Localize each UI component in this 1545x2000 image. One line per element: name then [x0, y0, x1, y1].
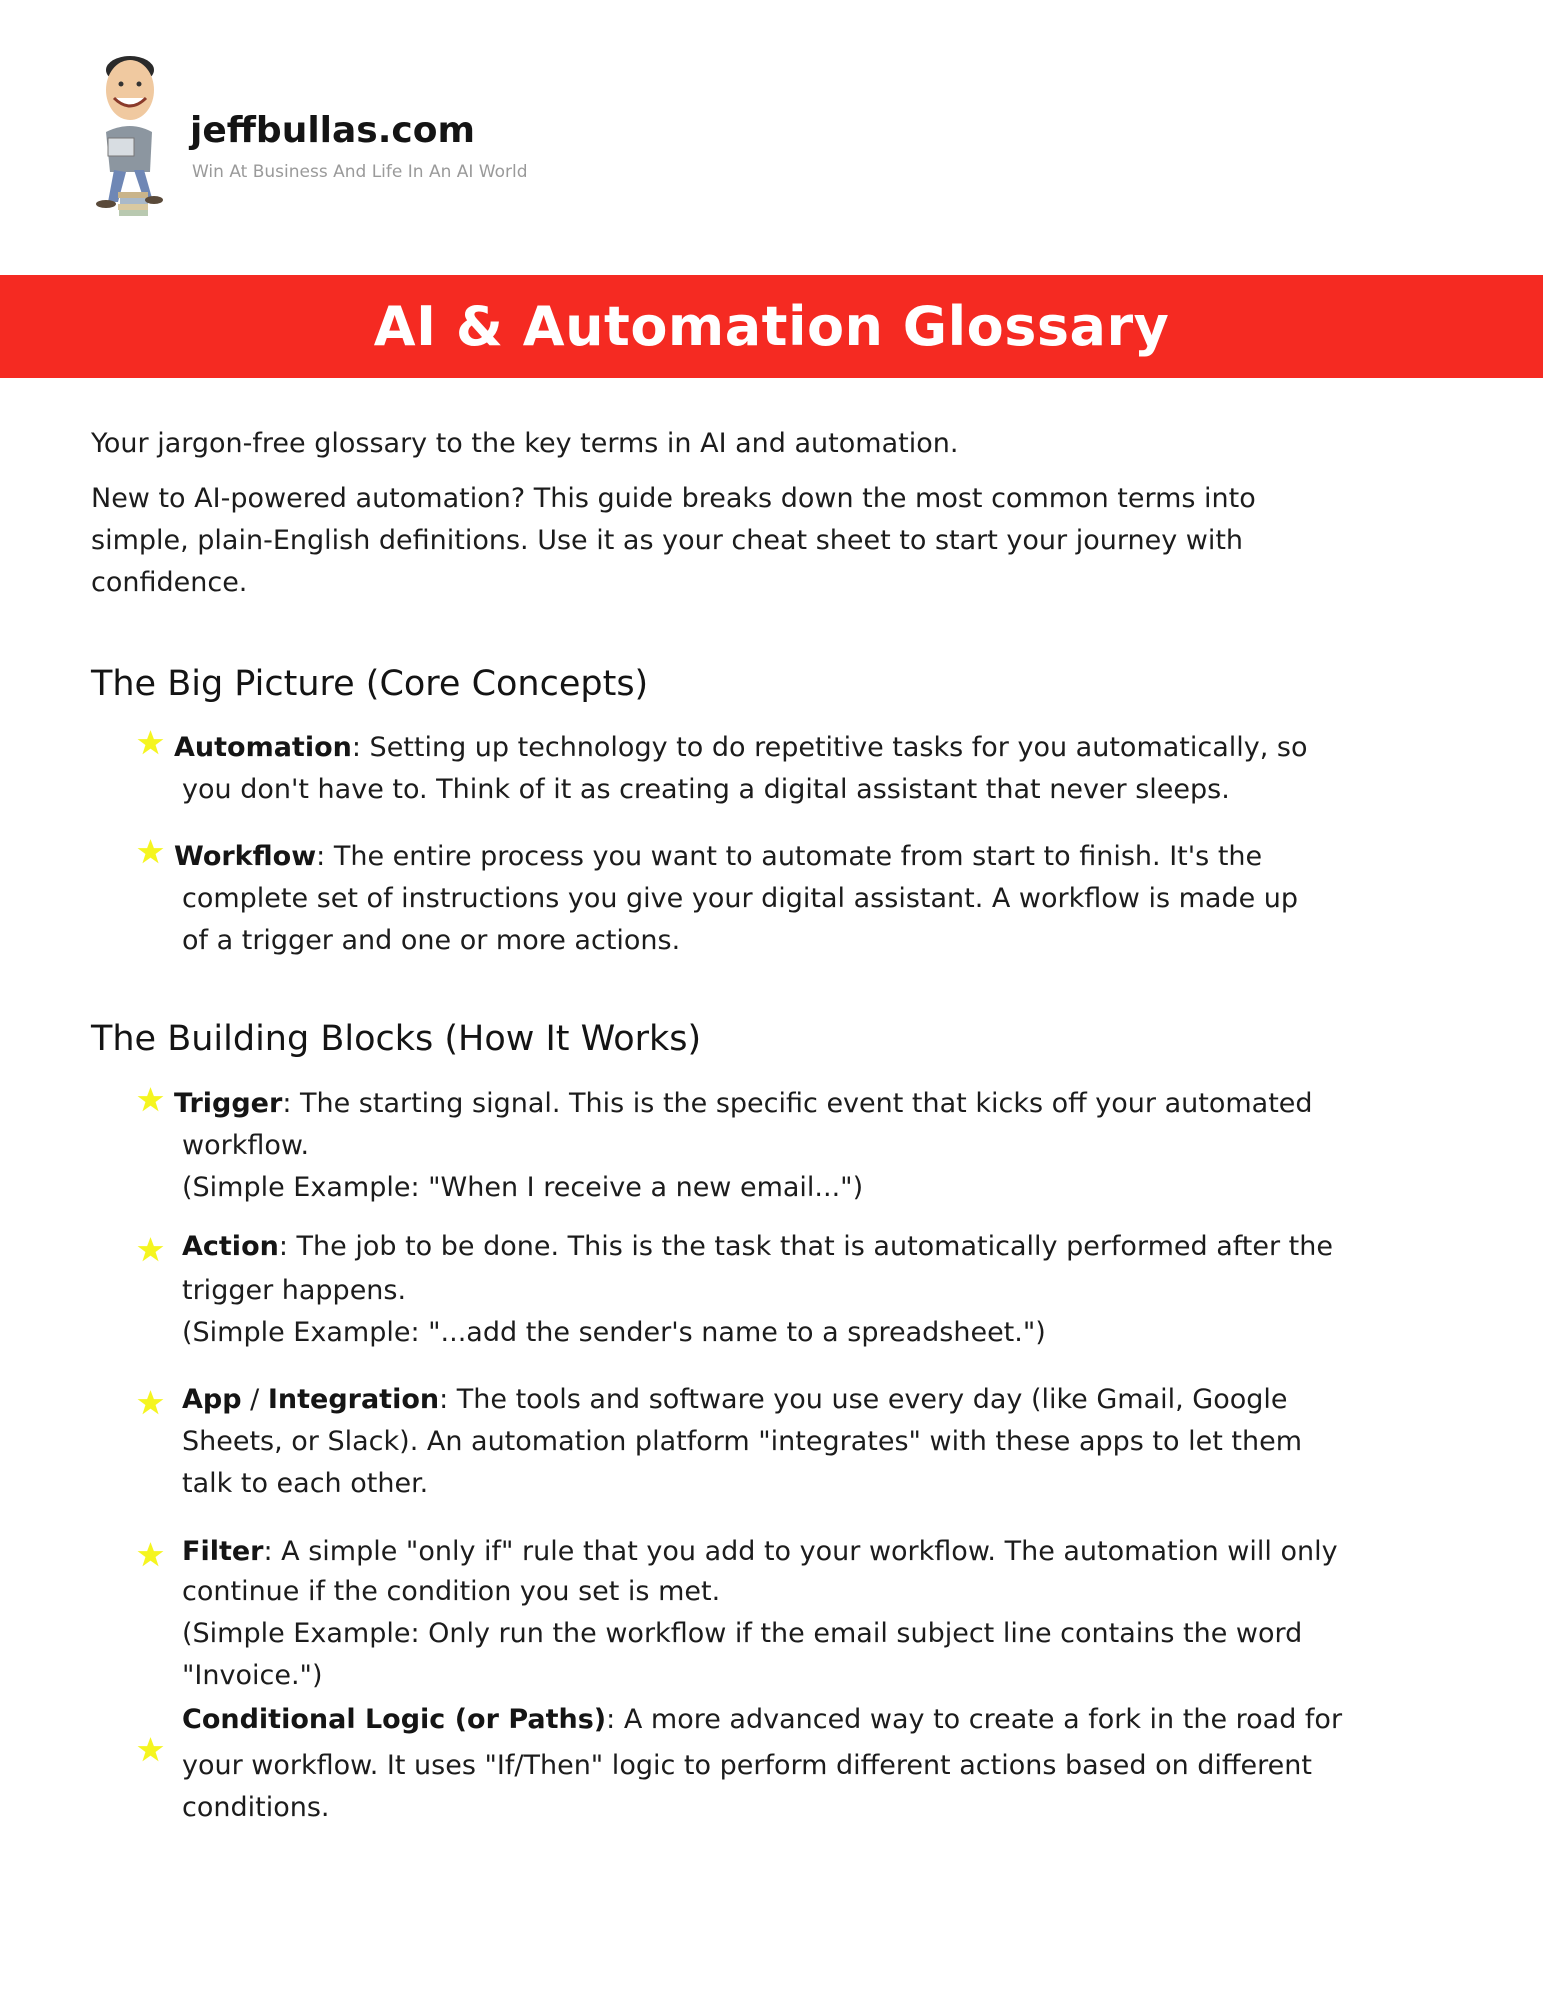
glossary-item-trigger [174, 1083, 1313, 1209]
term-definition: : A more advanced way to create a fork in the road for [606, 1704, 1343, 1735]
glossary-item-filter [182, 1531, 1338, 1697]
term-label: Trigger [174, 1088, 283, 1119]
term-label: App [182, 1384, 242, 1415]
site-name: jeffbullas.com [190, 110, 475, 151]
intro-line: New to AI-powered automation? This guide breaks down the most common terms into [91, 483, 1256, 514]
site-tagline: Win At Business And Life In An AI World [192, 162, 528, 182]
term-definition: : The entire process you want to automate from start to finish. It's the [316, 841, 1263, 872]
section-heading-building-blocks: The Building Blocks (How It Works) [91, 1019, 702, 1059]
term-label: Filter [182, 1536, 264, 1567]
star-icon [137, 1236, 164, 1263]
intro-subtitle: Your jargon-free glossary to the key terms in AI and automation. [91, 428, 959, 459]
example-line: (Simple Example: Only run the workflow if the email subject line contains the word [182, 1618, 1303, 1649]
term-definition: : Setting up technology to do repetitive tasks for you automatically, so [351, 732, 1308, 763]
definition-line: workflow. [182, 1130, 310, 1161]
definition-line: your workflow. It uses "If/Then" logic to perform different actions based on different [182, 1750, 1312, 1781]
intro-line: simple, plain-English definitions. Use it as your cheat sheet to start your journey with [91, 525, 1244, 556]
caricature-portrait-icon [88, 52, 170, 232]
example-line: (Simple Example: "When I receive a new email...") [182, 1172, 864, 1203]
term-label: Action [182, 1231, 279, 1262]
term-separator: / [241, 1384, 268, 1415]
term-definition: : The job to be done. This is the task that is automatically performed after the [278, 1231, 1333, 1262]
star-icon [137, 1086, 164, 1113]
term-label: Conditional Logic (or Paths) [182, 1704, 607, 1735]
glossary-item-conditional-logic [182, 1699, 1342, 1829]
star-icon [137, 1736, 164, 1763]
star-icon [137, 729, 164, 756]
intro-line: confidence. [91, 567, 248, 598]
definition-line: conditions. [182, 1792, 330, 1823]
term-definition: : The starting signal. This is the specific event that kicks off your automated [282, 1088, 1313, 1119]
site-logo[interactable] [88, 50, 558, 235]
title-banner [0, 275, 1543, 378]
definition-line: talk to each other. [182, 1468, 429, 1499]
intro-paragraph [91, 478, 1451, 604]
star-icon [137, 1389, 164, 1416]
page-title: AI & Automation Glossary [373, 295, 1170, 358]
definition-line: continue if the condition you set is met. [182, 1576, 721, 1607]
star-icon [137, 1541, 164, 1568]
definition-line: Sheets, or Slack). An automation platform "integrates" with these apps to let them [182, 1426, 1303, 1457]
glossary-item-action [182, 1226, 1333, 1354]
glossary-item-app-integration [182, 1379, 1302, 1505]
definition-line: complete set of instructions you give your digital assistant. A workflow is made up [182, 883, 1299, 914]
glossary-item-automation [174, 727, 1308, 811]
term-definition: : The tools and software you use every day (like Gmail, Google [439, 1384, 1288, 1415]
section-heading-core-concepts: The Big Picture (Core Concepts) [91, 664, 649, 704]
example-line: "Invoice.") [182, 1660, 323, 1691]
example-line: (Simple Example: "...add the sender's name to a spreadsheet.") [182, 1317, 1046, 1348]
definition-line: of a trigger and one or more actions. [182, 925, 681, 956]
term-label: Workflow [174, 841, 317, 872]
glossary-item-workflow [174, 836, 1298, 962]
term-label: Automation [174, 732, 352, 763]
term-definition: : A simple "only if" rule that you add to your workflow. The automation will only [263, 1536, 1338, 1567]
definition-line: you don't have to. Think of it as creating a digital assistant that never sleeps. [182, 774, 1230, 805]
star-icon [137, 838, 164, 865]
term-label-secondary: Integration [267, 1384, 440, 1415]
definition-line: trigger happens. [182, 1275, 407, 1306]
